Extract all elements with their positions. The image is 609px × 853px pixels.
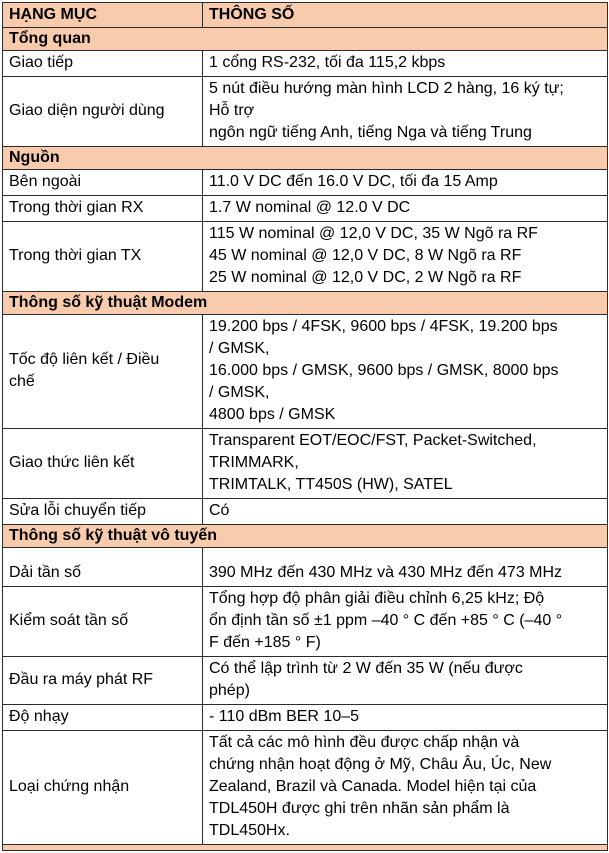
spec-label-line: Kiểm soát tần số: [9, 612, 129, 629]
spec-value-cell: [203, 51, 608, 77]
spec-label-cell: [3, 731, 203, 845]
table-row: [3, 77, 608, 147]
spec-value-line: Tất cả các mô hình đều được chấp nhận và: [209, 734, 520, 751]
spec-value-line: ngôn ngữ tiếng Anh, tiếng Nga và tiếng Trung: [209, 124, 532, 141]
spec-value-cell: [203, 77, 608, 147]
spec-value-line: 45 W nominal @ 12,0 V DC, 8 W Ngõ ra RF: [209, 247, 522, 264]
table-row: [3, 222, 608, 292]
spec-value-line: Transparent EOT/EOC/FST, Packet-Switched,: [209, 432, 537, 449]
spec-value-line: F đến +185 ° F): [209, 634, 321, 651]
table-row: [3, 51, 608, 77]
spec-label-line: Sửa lỗi chuyển tiếp: [9, 502, 147, 519]
section-row-partial: [3, 845, 608, 851]
spec-value-line: 390 MHz đến 430 MHz và 430 MHz đến 473 MHz: [209, 564, 563, 581]
spec-label-cell: [3, 705, 203, 731]
spec-label-cell: [3, 51, 203, 77]
table-row: [3, 705, 608, 731]
table-row: [3, 587, 608, 657]
spec-value-cell: [203, 657, 608, 705]
spec-value-cell: [203, 499, 608, 525]
spec-label-line: Bên ngoài: [9, 173, 82, 190]
spec-label-cell: [3, 315, 203, 429]
spec-value-line: - 110 dBm BER 10–5: [209, 708, 360, 725]
spec-label-line: Tốc độ liên kết / Điều: [9, 351, 160, 368]
spec-value-line: 5 nút điều hướng màn hình LCD 2 hàng, 16 ký tự;: [209, 80, 564, 97]
spec-value-cell: [203, 731, 608, 845]
table-row: [3, 731, 608, 845]
table-row: [3, 548, 608, 587]
spec-value-line: / GMSK,: [209, 340, 270, 357]
spec-label-line: Giao diện người dùng: [9, 102, 165, 119]
spec-value-line: TRIMTALK, TT450S (HW), SATEL: [209, 476, 453, 493]
section-header-label: Thông số kỹ thuật Modem: [3, 292, 608, 315]
table-row: [3, 315, 608, 429]
section-header-label: [3, 845, 608, 851]
table-row: [3, 657, 608, 705]
spec-value-cell: [203, 196, 608, 222]
spec-label-cell: [3, 196, 203, 222]
table-header-row: [3, 3, 608, 28]
spec-value-line: 115 W nominal @ 12,0 V DC, 35 W Ngõ ra RF: [209, 225, 538, 242]
spec-label-cell: [3, 499, 203, 525]
spec-label-line: Loại chứng nhận: [9, 778, 130, 795]
spec-value-cell: [203, 587, 608, 657]
spec-value-line: Tổng hợp độ phân giải điều chỉnh 6,25 kHz; Độ: [209, 590, 545, 607]
spec-value-line: TDL450Hx.: [209, 822, 290, 839]
spec-value-line: 1 cổng RS-232, tối đa 115,2 kbps: [209, 54, 446, 71]
spec-value-cell: [203, 429, 608, 499]
table-row: [3, 499, 608, 525]
table-body: [3, 28, 608, 851]
section-row: [3, 28, 608, 51]
spec-label-cell: [3, 222, 203, 292]
spec-label-line: Độ nhạy: [9, 708, 69, 725]
spec-label-line: Dải tần số: [9, 564, 82, 581]
spec-value-line: Có: [209, 502, 230, 519]
spec-label-cell: [3, 657, 203, 705]
section-header-label: Tổng quan: [3, 28, 608, 51]
spec-label-cell: [3, 170, 203, 196]
spec-label-line: chế: [9, 373, 35, 390]
spec-label-line: Giao thức liên kết: [9, 454, 135, 471]
spec-label-cell: [3, 429, 203, 499]
spec-value-line: 19.200 bps / 4FSK, 9600 bps / 4FSK, 19.200 bps: [209, 318, 558, 335]
spec-value-line: 16.000 bps / GMSK, 9600 bps / GMSK, 8000 bps: [209, 362, 559, 379]
spec-table: [2, 2, 608, 851]
spec-value-cell: [203, 170, 608, 196]
spec-value-line: / GMSK,: [209, 384, 270, 401]
spec-value-line: Zealand, Brazil và Canada. Model hiện tại của: [209, 778, 537, 795]
section-header-label: Nguồn: [3, 147, 608, 170]
spec-label-cell: [3, 587, 203, 657]
table-row: [3, 170, 608, 196]
spec-label-line: Trong thời gian TX: [9, 247, 142, 264]
spec-value-cell: [203, 705, 608, 731]
section-row: [3, 525, 608, 548]
spec-value-line: Hỗ trợ: [209, 102, 255, 119]
spec-label-line: Trong thời gian RX: [9, 199, 144, 216]
column-header-hang-muc: HẠNG MỤC: [3, 3, 203, 28]
section-header-label: Thông số kỹ thuật vô tuyến: [3, 525, 608, 548]
spec-label-line: Giao tiếp: [9, 54, 74, 71]
spec-value-cell: [203, 222, 608, 292]
spec-value-line: Có thể lập trình từ 2 W đến 35 W (nếu được: [209, 660, 523, 677]
spec-value-line: 4800 bps / GMSK: [209, 406, 336, 423]
table-row: [3, 196, 608, 222]
spec-value-line: TRIMMARK,: [209, 454, 299, 471]
spec-label-cell: [3, 548, 203, 587]
spec-value-line: phép): [209, 682, 250, 699]
spec-label-cell: [3, 77, 203, 147]
spec-value-cell: [203, 548, 608, 587]
spec-value-line: chứng nhận hoạt động ở Mỹ, Châu Âu, Úc, New: [209, 756, 552, 773]
spec-value-line: TDL450H được ghi trên nhãn sản phẩm là: [209, 800, 510, 817]
spec-value-line: ổn định tần số ±1 ppm –40 ° C đến +85 ° C (–40 °: [209, 612, 563, 629]
spec-label-line: Đầu ra máy phát RF: [9, 671, 154, 688]
section-row: [3, 292, 608, 315]
spec-value-line: 1.7 W nominal @ 12.0 V DC: [209, 199, 411, 216]
spec-value-line: 25 W nominal @ 12,0 V DC, 2 W Ngõ ra RF: [209, 269, 522, 286]
table-row: [3, 429, 608, 499]
spec-value-line: 11.0 V DC đến 16.0 V DC, tối đa 15 Amp: [209, 173, 498, 190]
section-row: [3, 147, 608, 170]
column-header-thong-so: THÔNG SỐ: [203, 3, 608, 28]
spec-value-cell: [203, 315, 608, 429]
